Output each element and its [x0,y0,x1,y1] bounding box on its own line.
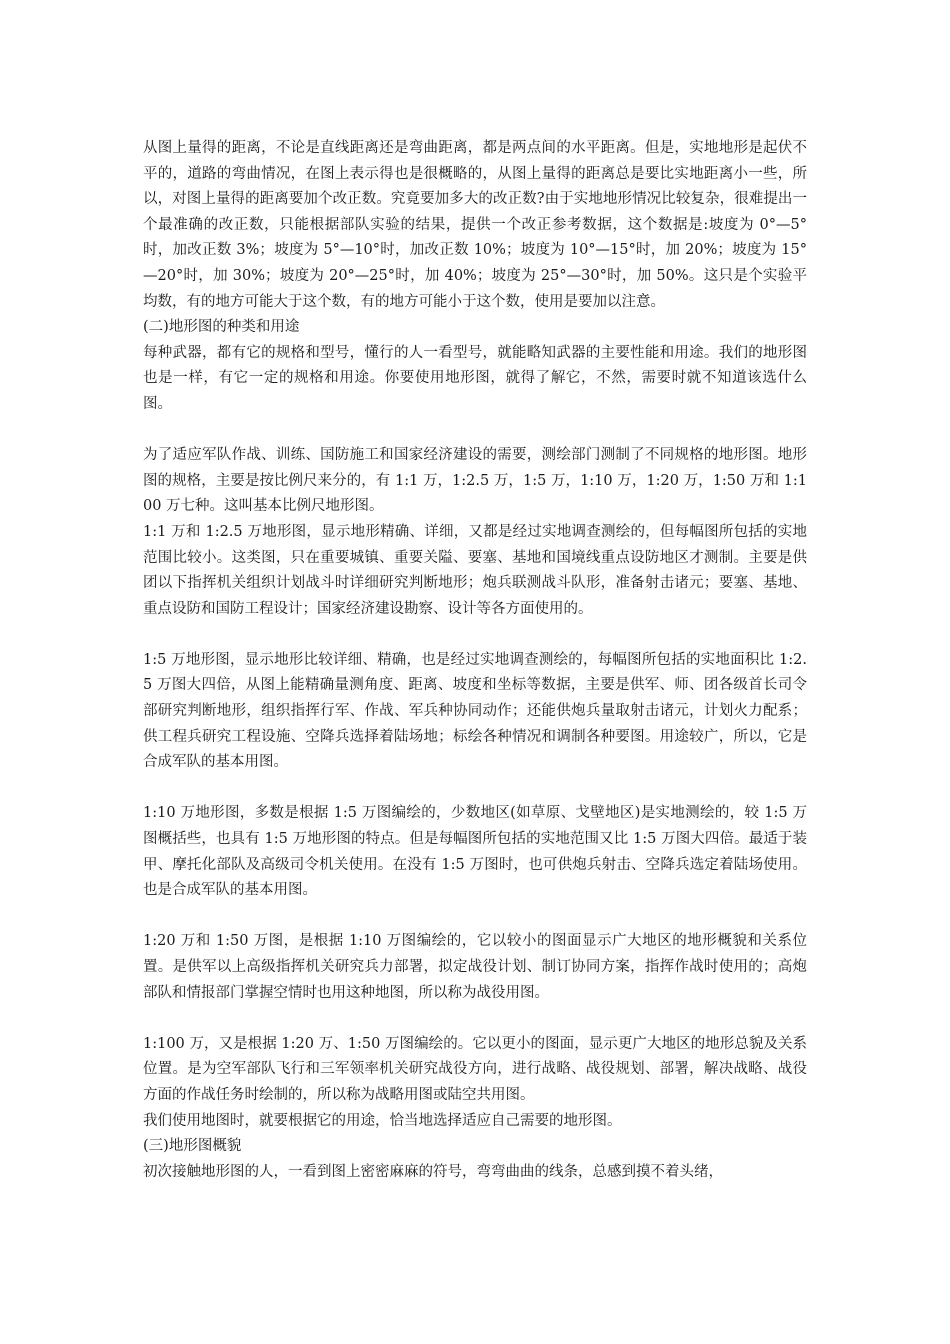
paragraph-spacer [143,904,807,930]
paragraph-weapon-analogy: 每种武器，都有它的规格和型号，懂行的人一看型号，就能略知武器的主要性能和用途。我们的地形图也是一样，有它一定的规格和用途。你要使用地形图，就得了解它，不然，需要时就不知道该选什么图。 [143,344,807,412]
paragraph-spacer [143,776,807,802]
section-heading-map-types: (二)地形图的种类和用途 [143,319,300,336]
section-heading-map-overview: (三)地形图概貌 [143,1138,242,1155]
paragraph-choose-map: 我们使用地图时，就要根据它的用途，恰当地选择适应自己需要的地形图。 [143,1112,622,1129]
paragraph-scale-1-50k: 1:5 万地形图，显示地形比较详细、精确，也是经过实地调查测绘的，每幅图所包括的实地面积比 1:2.5 万图大四倍，从图上能精确量测角度、距离、坡度和坐标等数据，主要是供军、师、团各级首长司令部研究判断地形，组织指挥行军、作战、军兵种协同动作；还能供炮兵量取射击诸元，计划火力配系；供工程兵研究工程设施、空降兵选择着陆场地；标绘各种情况和调制各种要图。用途较广，所以，它是合成军队的基本用图。 [143,651,807,771]
paragraph-scale-1-1m: 1:100 万，又是根据 1:20 万、1:50 万图编绘的。它以更小的图面，显示更广大地区的地形总貌及关系位置。是为空军部队飞行和三军领率机关研究战役方向，进行战略、战役规划、部署，解决战略、战役方面的作战任务时绘制的，所以称为战略用图或陆空共用图。 [143,1035,807,1103]
document-body [143,136,807,1185]
paragraph-distance-correction: 从图上量得的距离，不论是直线距离还是弯曲距离，都是两点间的水平距离。但是，实地地形是起伏不平的，道路的弯曲情况，在图上表示得也是很概略的，从图上量得的距离总是要比实地距离小一些，所以，对图上量得的距离要加个改正数。究竟要加多大的改正数?由于实地地形情况比较复杂，很难提出一个最准确的改正数，只能根据部队实验的结果，提供一个改正参考数据，这个数据是:坡度为 0°—5°时，加改正数 3%；坡度为 5°—10°时，加改正数 10%；坡度为 10°—15°时，加 20%；坡度为 15°—20°时，加 30%；坡度为 20°—25°时，加 40%；坡度为 25°—30°时，加 50%。这只是个实验平均数，有的地方可能大于这个数，有的地方可能小于这个数，使用是要加以注意。 [143,140,807,310]
paragraph-scale-1-200k-500k: 1:20 万和 1:50 万图，是根据 1:10 万图编绘的，它以较小的图面显示广大地区的地形概貌和关系位置。是供军以上高级指挥机关研究兵力部署，拟定战役计划、制订协同方案，指挥作战时使用的；高炮部队和情报部门掌握空情时也用这种地图，所以称为战役用图。 [143,933,807,1001]
paragraph-spacer [143,418,807,444]
paragraph-spacer [143,622,807,648]
paragraph-scale-1-10k: 1:1 万和 1:2.5 万地形图，显示地形精确、详细，又都是经过实地调查测绘的，但每幅图所包括的实地范围比较小。这类图，只在重要城镇、重要关隘、要塞、基地和国境线重点设防地区才测制。主要是供团以下指挥机关组织计划战斗时详细研究判断地形；炮兵联测战斗队形，准备射击诸元；要塞、基地、重点设防和国防工程设计；国家经济建设勘察、设计等各方面使用的。 [143,523,807,617]
paragraph-first-contact: 初次接触地形图的人，一看到图上密密麻麻的符号，弯弯曲曲的线条，总感到摸不着头绪， [143,1163,723,1180]
paragraph-scale-1-100k: 1:10 万地形图，多数是根据 1:5 万图编绘的，少数地区(如草原、戈壁地区)是实地测绘的，较 1:5 万图概括些，也具有 1:5 万地形图的特点。但是每幅图所包括的实地范围又比 1:5 万图大四倍。最适于装甲、摩托化部队及高级司令机关使用。在没有 1:5 万图时，也可供炮兵射击、空降兵选定着陆场使用。也是合成军队的基本用图。 [143,805,807,899]
paragraph-scale-overview: 为了适应军队作战、训练、国防施工和国家经济建设的需要，测绘部门测制了不同规格的地形图。地形图的规格，主要是按比例尺来分的，有 1:1 万，1:2.5 万，1:5 万，1:10 万，1:20 万，1:50 万和 1:100 万七种。这叫基本比例尺地形图。 [143,447,807,515]
paragraph-spacer [143,1006,807,1032]
